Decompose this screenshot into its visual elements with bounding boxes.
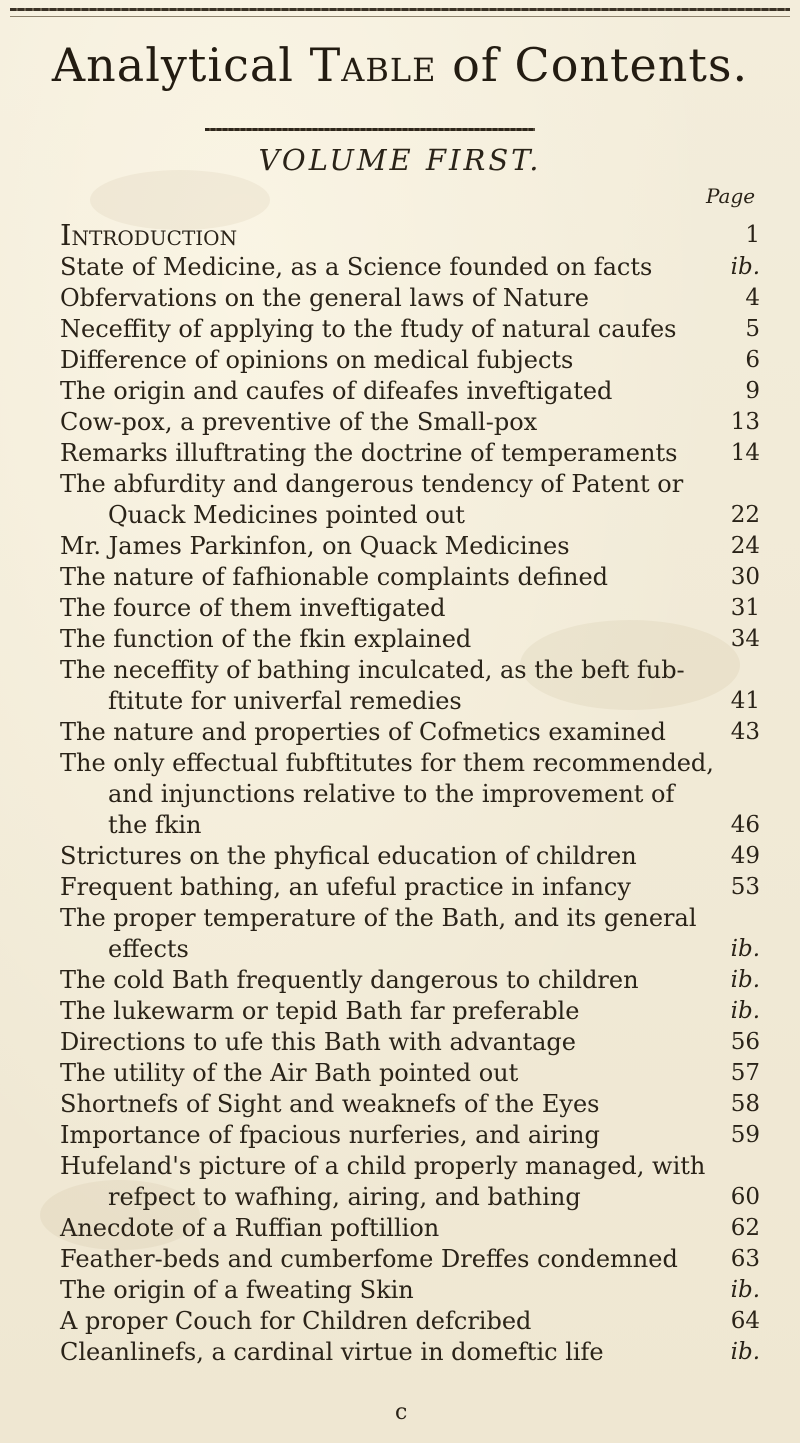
toc-entry-page: 1 — [745, 222, 760, 248]
toc-entry-page: 60 — [730, 1184, 760, 1210]
toc-entry-text: The origin of a fweating Skin — [60, 1276, 414, 1304]
toc-entry-page: 13 — [730, 409, 760, 435]
toc-entry-page: 14 — [730, 440, 760, 466]
toc-entry-text: The nature of fafhionable complaints defined — [60, 563, 609, 591]
toc-entry-page: 30 — [730, 564, 760, 590]
toc-entry-text: Strictures on the phyfical education of children — [60, 842, 637, 870]
toc-entry-page: ib. — [730, 967, 760, 993]
toc-entry-page: ib. — [730, 1277, 760, 1303]
toc-entry-page: 41 — [730, 688, 760, 714]
title-part-contents: of Contents. — [436, 38, 749, 92]
toc-entry-text: effects — [108, 935, 189, 963]
toc-entry-text: The lukewarm or tepid Bath far preferable — [60, 997, 580, 1025]
toc-entry-page: 34 — [730, 626, 760, 652]
toc-entry-text: Anecdote of a Ruffian poftillion — [60, 1214, 440, 1242]
toc-entry-text: The utility of the Air Bath pointed out — [60, 1059, 519, 1087]
toc-entry-page: 6 — [745, 347, 760, 373]
toc-entry-text: The abfurdity and dangerous tendency of Patent or — [60, 470, 684, 498]
toc-entry-text: Importance of fpacious nurferies, and airing — [60, 1121, 600, 1149]
toc-entry-page: 62 — [730, 1215, 760, 1241]
toc-entry-page: 53 — [730, 874, 760, 900]
toc-entry-page: 24 — [730, 533, 760, 559]
toc-entry-page: 59 — [730, 1122, 760, 1148]
toc-entry-page: 57 — [730, 1060, 760, 1086]
toc-entry-text: State of Medicine, as a Science founded on facts — [60, 253, 653, 281]
toc-entry-text: A proper Couch for Children defcribed — [60, 1307, 532, 1335]
toc-entry-page: 31 — [730, 595, 760, 621]
toc-entry-page: 63 — [730, 1246, 760, 1272]
toc-entry-text: The only effectual fubftitutes for them recommended, — [60, 749, 714, 777]
toc-entry-page: 9 — [745, 378, 760, 404]
toc-entry-text: Hufeland's picture of a child properly managed, with — [60, 1152, 706, 1180]
toc-entry-page: 56 — [730, 1029, 760, 1055]
toc-entry-page: ib. — [730, 936, 760, 962]
toc-entry-page: ib. — [730, 1339, 760, 1365]
toc-entry-text: Difference of opinions on medical fubjects — [60, 346, 574, 374]
toc-entry-text: The proper temperature of the Bath, and its general — [60, 904, 697, 932]
toc-entry-page: ib. — [730, 254, 760, 280]
toc-entry-text: refpect to wafhing, airing, and bathing — [108, 1183, 581, 1211]
toc-entry-text: Remarks illuftrating the doctrine of temperaments — [60, 439, 678, 467]
toc-entry-text: The cold Bath frequently dangerous to children — [60, 966, 639, 994]
toc-entry-text: The origin and caufes of difeafes inveftigated — [60, 377, 613, 405]
toc-entry-text: the fkin — [108, 811, 202, 839]
signature-mark: c — [395, 1400, 408, 1425]
volume-heading: VOLUME FIRST. — [258, 143, 542, 177]
toc-entry-text: and injunctions relative to the improvement of — [108, 780, 675, 808]
toc-entry-page: 5 — [745, 316, 760, 342]
toc-entry-text: Cleanlinefs, a cardinal virtue in domeftic life — [60, 1338, 604, 1366]
toc-entry-text: The neceffity of bathing inculcated, as the beft fub- — [60, 656, 685, 684]
title-part-table: Table — [309, 38, 437, 92]
toc-entry-page: 46 — [730, 812, 760, 838]
toc-entry-page: 22 — [730, 502, 760, 528]
toc-entry-text: The function of the fkin explained — [60, 625, 472, 653]
toc-entry-text: The fource of them inveftigated — [60, 594, 446, 622]
toc-entry-text: Neceffity of applying to the ftudy of natural caufes — [60, 315, 677, 343]
toc-entry-text: Cow-pox, a preventive of the Small-pox — [60, 408, 538, 436]
toc-entry-page: ib. — [730, 998, 760, 1024]
toc-entry-page: 43 — [730, 719, 760, 745]
toc-entry-page: 49 — [730, 843, 760, 869]
toc-entry-text: Directions to ufe this Bath with advantage — [60, 1028, 576, 1056]
page-column-label: Page — [706, 184, 756, 208]
toc-entry-text: Introduction — [60, 218, 238, 252]
toc-entry-text: Mr. James Parkinfon, on Quack Medicines — [60, 532, 570, 560]
toc-entry-text: Shortnefs of Sight and weaknefs of the Eyes — [60, 1090, 600, 1118]
toc-entry-text: Frequent bathing, an ufeful practice in infancy — [60, 873, 631, 901]
toc-entry-text: Feather-beds and cumberfome Dreffes condemned — [60, 1245, 678, 1273]
toc-entry-page: 4 — [745, 285, 760, 311]
toc-entry-text: The nature and properties of Cofmetics examined — [60, 718, 666, 746]
toc-entry-page: 64 — [730, 1308, 760, 1334]
toc-entry-text: Quack Medicines pointed out — [108, 501, 465, 529]
toc-entry-text: ftitute for univerfal remedies — [108, 687, 462, 715]
toc-entry-text: Obfervations on the general laws of Nature — [60, 284, 589, 312]
title-part-analytical: Analytical — [51, 38, 310, 92]
toc-entry-page: 58 — [730, 1091, 760, 1117]
